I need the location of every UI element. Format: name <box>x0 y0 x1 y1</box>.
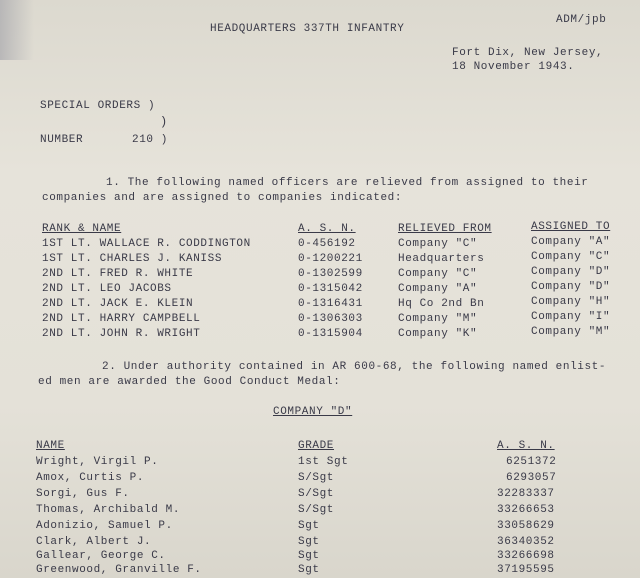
recipient-asn: 32283337 <box>497 488 555 500</box>
recipient-name: Clark, Albert J. <box>36 536 152 548</box>
recipient-grade: S/Sgt <box>298 488 335 500</box>
recipient-name: Adonizio, Samuel P. <box>36 520 173 532</box>
paragraph-2-line-1: 2. Under authority contained in AR 600-68, the following named enlist- <box>102 361 607 373</box>
officer-assigned-to: Company "D" <box>531 266 611 278</box>
special-orders-label: SPECIAL ORDERS ) <box>40 100 156 112</box>
officer-assigned-to: Company "D" <box>531 281 611 293</box>
officer-name: 1ST LT. CHARLES J. KANISS <box>42 253 223 265</box>
recipient-name: Gallear, George C. <box>36 550 166 562</box>
officer-name: 1ST LT. WALLACE R. CODDINGTON <box>42 238 251 250</box>
recipient-asn: 33058629 <box>497 520 555 532</box>
officer-relieved-from: Company "C" <box>398 268 478 280</box>
column-header-relieved-from: RELIEVED FROM <box>398 223 492 235</box>
officer-asn: 0-1302599 <box>298 268 363 280</box>
column-header-asn: A. S. N. <box>298 223 356 235</box>
recipient-asn: 36340352 <box>497 536 555 548</box>
paragraph-1-line-1: 1. The following named officers are relieved from assigned to their <box>106 177 589 189</box>
officer-relieved-from: Company "A" <box>398 283 478 295</box>
officer-assigned-to: Company "I" <box>531 311 611 323</box>
date-line: 18 November 1943. <box>452 61 575 73</box>
recipient-name: Greenwood, Granville F. <box>36 564 202 576</box>
recipient-name: Sorgi, Gus F. <box>36 488 130 500</box>
officer-name: 2ND LT. HARRY CAMPBELL <box>42 313 201 325</box>
recipient-grade: Sgt <box>298 536 320 548</box>
officer-assigned-to: Company "M" <box>531 326 611 338</box>
officer-relieved-from: Headquarters <box>398 253 485 265</box>
officer-name: 2ND LT. JOHN R. WRIGHT <box>42 328 201 340</box>
officer-relieved-from: Company "C" <box>398 238 478 250</box>
reference-initials: ADM/jpb <box>556 14 607 26</box>
officer-relieved-from: Hq Co 2nd Bn <box>398 298 485 310</box>
officer-assigned-to: Company "C" <box>531 251 611 263</box>
column-header-rank-name: RANK & NAME <box>42 223 122 235</box>
recipient-asn: 33266653 <box>497 504 555 516</box>
company-title: COMPANY "D" <box>273 406 353 418</box>
officer-relieved-from: Company "M" <box>398 313 478 325</box>
recipient-grade: 1st Sgt <box>298 456 349 468</box>
officer-relieved-from: Company "K" <box>398 328 478 340</box>
officer-name: 2ND LT. LEO JACOBS <box>42 283 172 295</box>
officer-asn: 0-1200221 <box>298 253 363 265</box>
officer-asn: 0-1306303 <box>298 313 363 325</box>
recipient-name: Thomas, Archibald M. <box>36 504 181 516</box>
recipient-asn: 37195595 <box>497 564 555 576</box>
recipient-grade: Sgt <box>298 520 320 532</box>
recipient-asn: 6251372 <box>506 456 557 468</box>
officer-assigned-to: Company "A" <box>531 236 611 248</box>
paragraph-1-line-2: companies and are assigned to companies indicated: <box>42 192 403 204</box>
paragraph-2-line-2: ed men are awarded the Good Conduct Medal: <box>38 376 341 388</box>
recipient-name: Amox, Curtis P. <box>36 472 145 484</box>
document-heading: HEADQUARTERS 337TH INFANTRY <box>210 23 405 35</box>
page-shadow <box>0 0 34 60</box>
officer-name: 2ND LT. JACK E. KLEIN <box>42 298 194 310</box>
officer-asn: 0-456192 <box>298 238 356 250</box>
order-number-label: NUMBER <box>40 134 84 146</box>
recipient-name: Wright, Virgil P. <box>36 456 159 468</box>
recipient-grade: S/Sgt <box>298 504 335 516</box>
officer-asn: 0-1315042 <box>298 283 363 295</box>
recipient-asn: 33266698 <box>497 550 555 562</box>
column-header-grade: GRADE <box>298 440 335 452</box>
brace-mark: ) <box>160 115 168 129</box>
officer-assigned-to: Company "H" <box>531 296 611 308</box>
place-line: Fort Dix, New Jersey, <box>452 47 604 59</box>
recipient-grade: Sgt <box>298 550 320 562</box>
order-number: 210 ) <box>132 134 169 146</box>
officer-asn: 0-1315904 <box>298 328 363 340</box>
column-header-asn: A. S. N. <box>497 440 555 452</box>
officer-asn: 0-1316431 <box>298 298 363 310</box>
column-header-name: NAME <box>36 440 65 452</box>
recipient-grade: S/Sgt <box>298 472 335 484</box>
recipient-asn: 6293057 <box>506 472 557 484</box>
recipient-grade: Sgt <box>298 564 320 576</box>
officer-name: 2ND LT. FRED R. WHITE <box>42 268 194 280</box>
column-header-assigned-to: ASSIGNED TO <box>531 221 611 233</box>
